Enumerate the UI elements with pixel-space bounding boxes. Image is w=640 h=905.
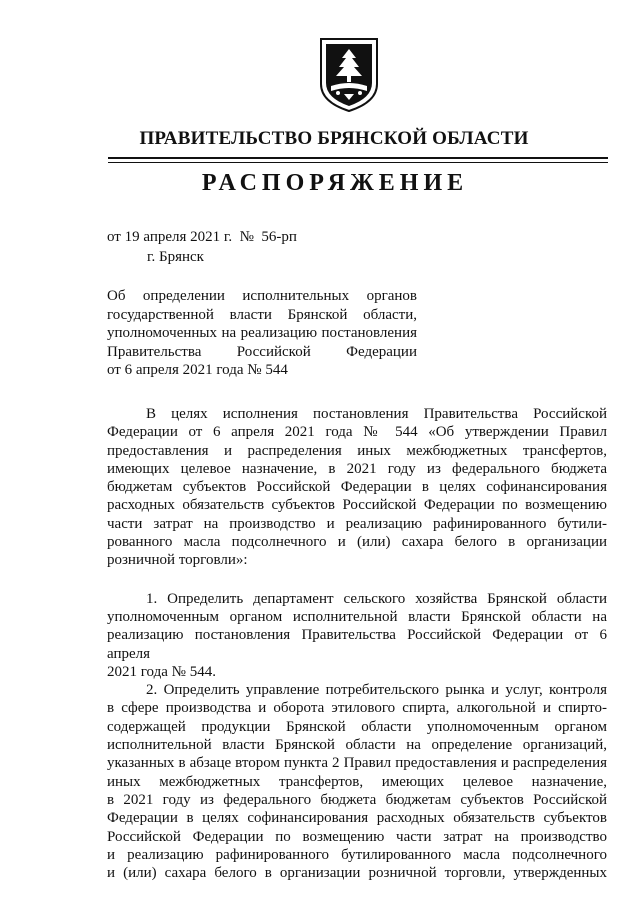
city: г. Брянск <box>147 249 204 265</box>
subject-line: Об определении исполнительных органов <box>107 288 417 304</box>
text-line: розничной торговли»: <box>107 552 248 569</box>
text-line: уполномоченным органом исполнительной власти Брянской области на <box>107 608 607 625</box>
text-line: в сфере производства и оборота этилового спирта, алкогольной и спирто- <box>107 700 607 717</box>
item-1-paragraph <box>107 590 607 681</box>
text-line: реализацию постановления Правительства Российской Федерации от 6 апреля <box>107 627 607 662</box>
preamble-paragraph <box>107 405 607 570</box>
subject-line: от 6 апреля 2021 года № 544 <box>107 362 288 378</box>
text-line: иных межбюджетных трансфертов, имеющих целевое назначение, <box>107 773 607 790</box>
text-line: и реализацию рафинированного бутилированного масла подсолнечного <box>107 846 607 863</box>
subject-line: государственной власти Брянской области, <box>107 306 417 323</box>
text-line: 2021 года № 544. <box>107 663 216 680</box>
text-line: В целях исполнения постановления Правительства Российской <box>146 406 607 422</box>
text-line: рованного масла подсолнечного и (или) сахара белого в организации <box>107 534 607 551</box>
text-line: исполнительной власти Брянской области на определение организаций, <box>107 737 607 754</box>
text-line: содержащей продукции Брянской области уполномоченным органом <box>107 718 607 735</box>
text-line: в 2021 году из федерального бюджета бюджетам субъектов Российской <box>107 791 607 808</box>
subject-line: уполномоченных на реализацию постановления <box>107 325 417 341</box>
date-number: от 19 апреля 2021 г. № 56-рп <box>107 229 297 245</box>
subject-line: Правительства Российской Федерации <box>107 343 417 360</box>
document-subject <box>107 287 417 380</box>
text-line: имеющих целевое назначение, в 2021 году из федерального бюджета <box>107 460 607 477</box>
text-line: предоставления и распределения иных межбюджетных трансфертов, <box>107 442 607 459</box>
header-divider-thick <box>108 157 608 159</box>
text-line: бюджетам субъектов Российской Федерации в целях софинансирования <box>107 479 607 496</box>
text-line: Федерации в целях софинансирования расходных обязательств субъектов <box>107 810 607 827</box>
document-meta <box>107 227 297 267</box>
document-type-title: РАСПОРЯЖЕНИЕ <box>201 170 469 196</box>
text-line: Российской Федерации по возмещению части затрат на производство <box>107 828 607 845</box>
text-line: указанных в абзаце втором пункта 2 Правил предоставления и распределения <box>107 755 607 772</box>
text-line: 2. Определить управление потребительского рынка и услуг, контроля <box>146 682 607 699</box>
document-body <box>107 405 607 882</box>
text-line: Федерации от 6 апреля 2021 года № 544 «Об утверждении Правил <box>107 424 607 441</box>
text-line: расходных обязательств субъектов Российской Федерации по возмещению <box>107 497 607 514</box>
government-title: ПРАВИТЕЛЬСТВО БРЯНСКОЙ ОБЛАСТИ <box>139 128 529 149</box>
bryansk-coat-of-arms-icon <box>318 36 380 114</box>
header-divider-thin <box>108 162 608 163</box>
text-line: и (или) сахара белого в организации розничной торговли, утвержденных <box>107 865 607 882</box>
text-line: 1. Определить департамент сельского хозяйства Брянской области <box>146 590 607 607</box>
text-line: части затрат на производство и реализацию рафинированного бутили- <box>107 515 607 532</box>
item-2-paragraph <box>107 681 607 882</box>
